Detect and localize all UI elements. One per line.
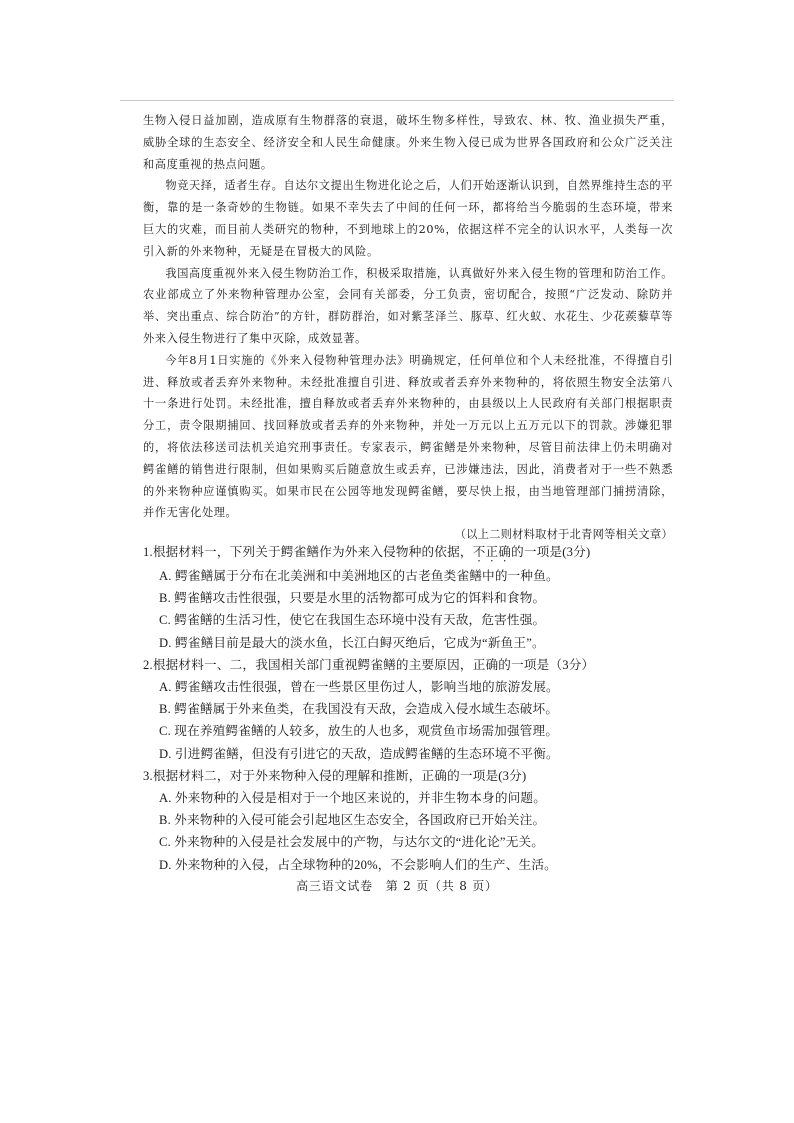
page-footer: 高三语文试卷 第 2 页（共 8 页） xyxy=(296,879,498,893)
option-c[interactable]: C. 外来物种的入侵是社会发展中的产物，与达尔文的“进化论”无关。 xyxy=(159,835,545,850)
emphasis-text: 不正确 xyxy=(472,545,512,559)
option-d[interactable]: D. 鳄雀鳝目前是最大的淡水鱼，长江白鲟灭绝后，它成为“新鱼王”。 xyxy=(159,635,545,650)
source-note: （以上二则材料取材于北青网等相关文章） xyxy=(454,528,673,542)
option-a[interactable]: A. 鳄雀鳝属于分布在北美洲和中美洲地区的古老鱼类雀鳝中的一种鱼。 xyxy=(159,569,559,583)
question-1 xyxy=(143,541,683,654)
passage-paragraph: 我国高度重视外来入侵生物防治工作，积极采取措施，认真做好外来入侵生物的管理和防治工作。农业部成立了外来物种管理办公室，会同有关部委，分工负责，密切配合，按照“广泛发动、除防并举、突出重点、综合防治”的方针，群防群治，如对紫茎泽兰、豚草、红火蚁、水花生、少花蒺藜草等外来入侵生物进行了集中灭除，成效显著。 xyxy=(143,266,673,345)
option-d[interactable]: D. 外来物种的入侵，占全球物种的20%，不会影响人们的生产、生活。 xyxy=(159,857,557,872)
top-divider xyxy=(120,100,674,101)
question-stem xyxy=(143,765,683,787)
passage-paragraph: 生物入侵日益加剧，造成原有生物群落的衰退，破坏生物多样性，导致农、林、牧、渔业损失严重，威胁全球的生态安全、经济安全和人民生命健康。外来生物入侵已成为世界各国政府和公众广泛关注和高度重视的热点问题。 xyxy=(143,114,673,171)
stem-text: 1.根据材料一，下列关于鳄雀鳝作为外来入侵物种的依据， xyxy=(143,545,473,559)
option-b[interactable]: B. 鳄雀鳝攻击性很强，只要是水里的活物都可成为它的饵料和食物。 xyxy=(159,591,546,606)
option-c[interactable]: C. 现在养殖鳄雀鳝的人较多，放生的人也多，观赏鱼市场需加强管理。 xyxy=(159,724,559,739)
option-a[interactable]: A. 鳄雀鳝攻击性很强，曾在一些景区里伤过人，影响当地的旅游发展。 xyxy=(159,680,559,695)
question-section xyxy=(143,541,683,876)
question-2 xyxy=(143,654,683,765)
option-b[interactable]: B. 鳄雀鳝属于外来鱼类，在我国没有天敌，会造成入侵水域生态破坏。 xyxy=(159,702,559,717)
passage-paragraph: 物竞天择，适者生存。自达尔文提出生物进化论之后，人们开始逐渐认识到，自然界维持生态的平衡，靠的是一条奇妙的生物链。如果不幸失去了中间的任何一环，都将给当今脆弱的生态环境，带来巨大的灾难，而目前人类研究的物种，不到地球上的20%，依据这样不完全的认识水平，人类每一次引入新的外来物种，无疑是在冒极大的风险。 xyxy=(143,179,673,258)
question-stem xyxy=(143,654,683,676)
stem-text: 的一项是(3分) xyxy=(511,545,591,559)
stem-text: 3.根据材料二，对于外来物种入侵的理解和推断，正确的一项是(3分) xyxy=(143,768,527,783)
option-d[interactable]: D. 引进鳄雀鳝，但没有引进它的天敌，造成鳄雀鳝的生态环境不平衡。 xyxy=(159,746,559,761)
stem-text: 2.根据材料一、二，我国相关部门重视鳄雀鳝的主要原因，正确的一项是（3分） xyxy=(143,657,595,672)
option-c[interactable]: C. 鳄雀鳝的生活习性，使它在我国生态环境中没有天敌，危害性强。 xyxy=(159,613,546,628)
question-3 xyxy=(143,765,683,876)
question-stem xyxy=(143,541,683,565)
option-a[interactable]: A. 外来物种的入侵是相对于一个地区来说的，并非生物本身的问题。 xyxy=(159,791,547,806)
option-b[interactable]: B. 外来物种的入侵可能会引起地区生态安全，各国政府已开始关注。 xyxy=(159,813,546,828)
passage-paragraph: 今年8月1日实施的《外来入侵物种管理办法》明确规定，任何单位和个人未经批准，不得擅自引进、释放或者丢弃外来物种。未经批准擅自引进、释放或者丢弃外来物种的，将依照生物安全法第八十一条进行处罚。未经批准，擅自释放或者丢弃外来物种的，由县级以上人民政府有关部门根据职责分工，责令限期捕回、找回释放或者丢弃的外来物种，并处一万元以上五万元以下的罚款。涉嫌犯罪的，将依法移送司法机关追究刑事责任。专家表示，鳄雀鳝是外来物种，尽管目前法律上仍未明确对鳄雀鳝的销售进行限制，但如果购买后随意放生或丢弃，已涉嫌违法，因此，消费者对于一些不熟悉的外来物种应谨慎购买。如果市民在公园等地发现鳄雀鳝，要尽快上报，由当地管理部门捕捞清除，并作无害化处理。 xyxy=(143,353,673,520)
reading-passage xyxy=(143,110,673,546)
